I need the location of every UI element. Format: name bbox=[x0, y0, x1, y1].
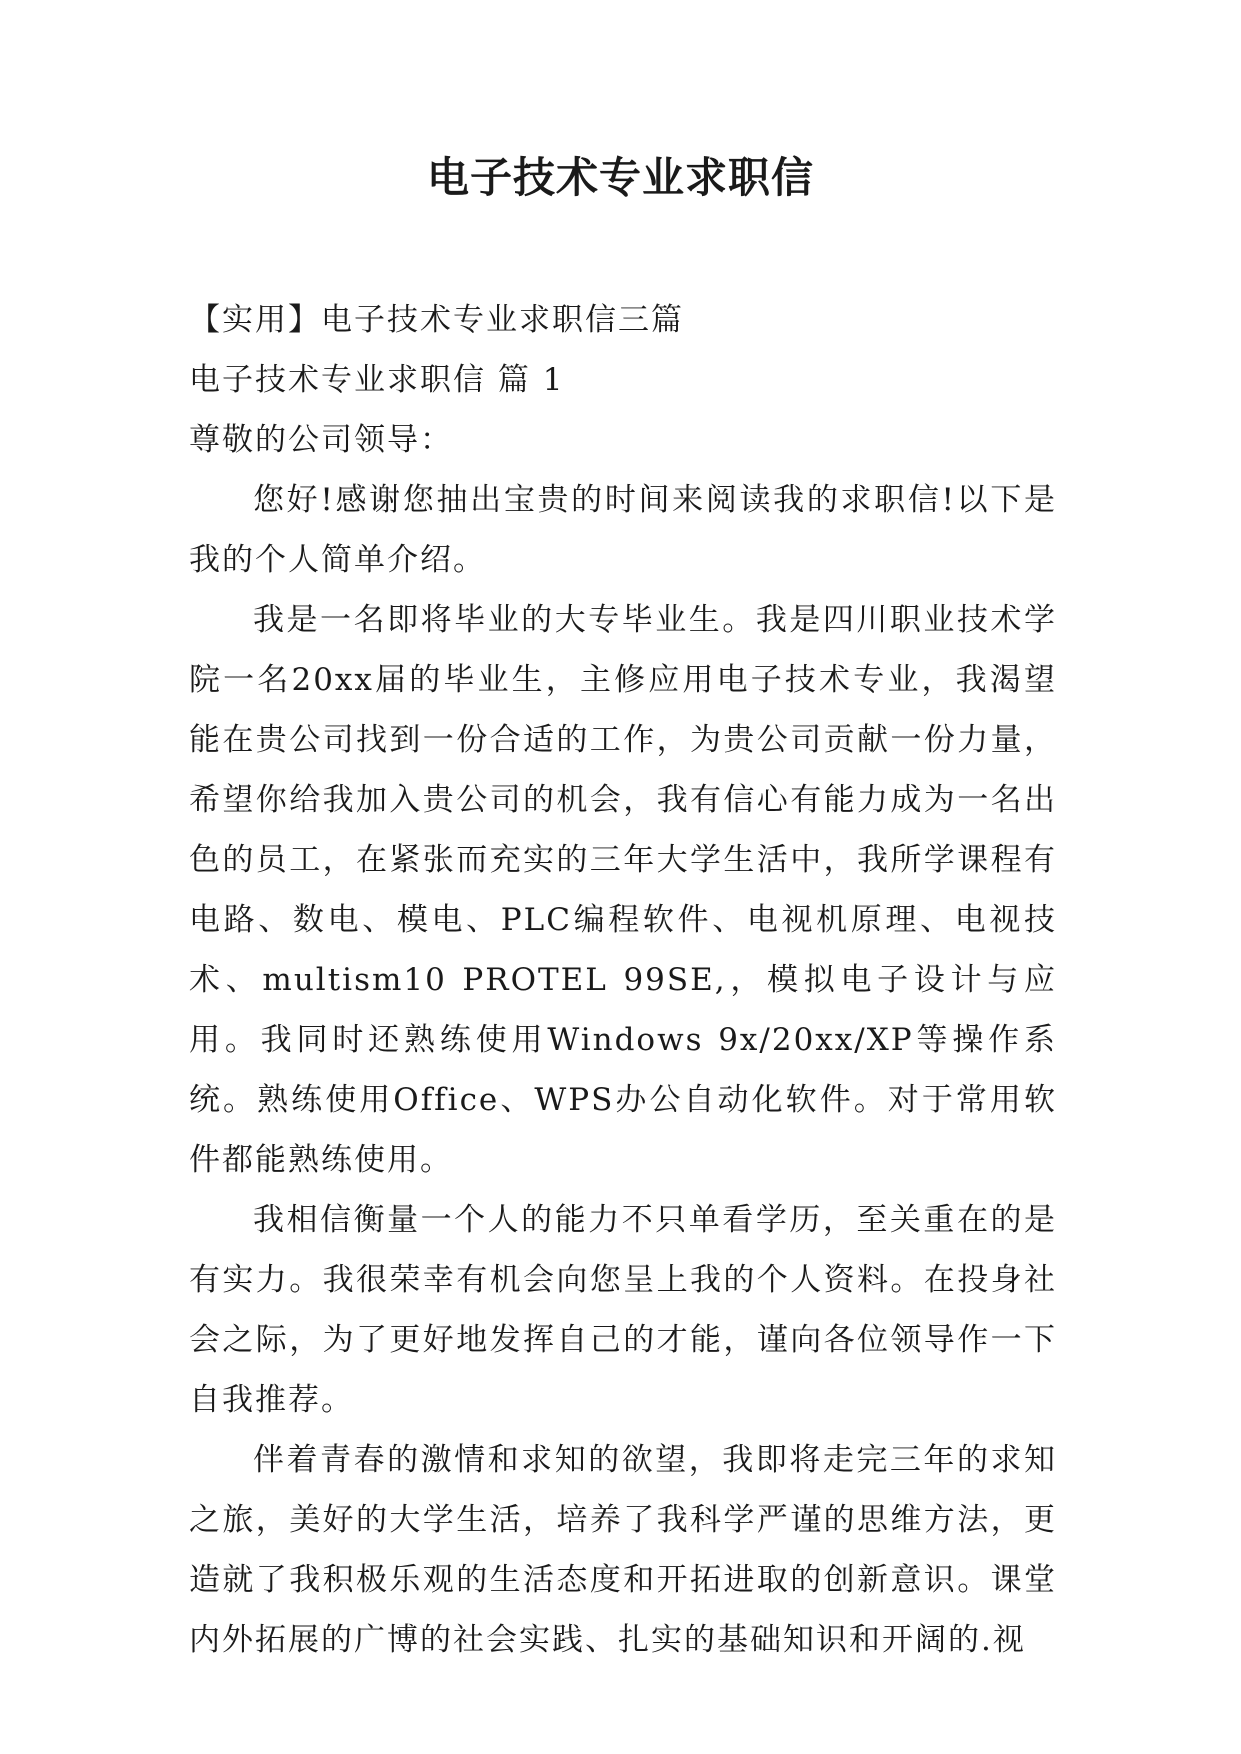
document-subtitle: 【实用】电子技术专业求职信三篇 bbox=[189, 302, 684, 338]
document-title: 电子技术专业求职信 bbox=[426, 153, 814, 202]
salutation: 尊敬的公司领导： bbox=[189, 422, 453, 458]
paragraph: 我是一名即将毕业的大专毕业生。我是四川职业技术学院一名20xx届的毕业生，主修应用电子技术专业，我渴望能在贵公司找到一份合适的工作，为贵公司贡献一份力量，希望你给我加入贵公司的机会，我有信心有能力成为一名出色的员工，在紧张而充实的三年大学生活中，我所学课程有电路、数电、模电、PLC编程软件、电视机原理、电视技术、multism10 PROTEL 99SE,，模拟电子设计与应用。我同时还熟练使用Windows 9x/20xx/XP等操作系统。熟练使用Office、WPS办公自动化软件。对于常用软件都能熟练使用。 bbox=[189, 602, 1057, 1178]
document-body bbox=[189, 290, 1057, 1670]
section-heading: 电子技术专业求职信 篇 1 bbox=[189, 362, 565, 398]
paragraph: 您好!感谢您抽出宝贵的时间来阅读我的求职信!以下是我的个人简单介绍。 bbox=[189, 482, 1057, 578]
paragraph: 伴着青春的激情和求知的欲望，我即将走完三年的求知之旅，美好的大学生活，培养了我科学严谨的思维方法，更造就了我积极乐观的生活态度和开拓进取的创新意识。课堂内外拓展的广博的社会实践、扎实的基础知识和开阔的.视 bbox=[189, 1442, 1057, 1658]
paragraph: 我相信衡量一个人的能力不只单看学历，至关重在的是有实力。我很荣幸有机会向您呈上我的个人资料。在投身社会之际，为了更好地发挥自己的才能，谨向各位领导作一下自我推荐。 bbox=[189, 1202, 1057, 1418]
